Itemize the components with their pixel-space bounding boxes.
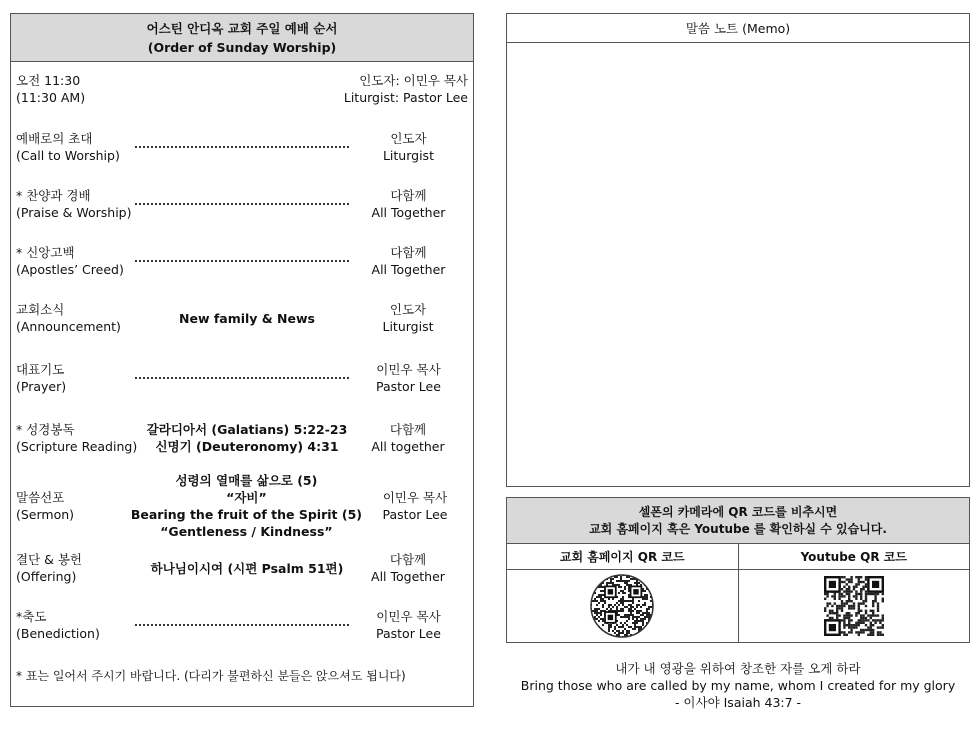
service-item-name-en: (Praise & Worship) (16, 205, 132, 220)
service-item-leader (349, 608, 468, 642)
youtube-qr-column (738, 544, 970, 642)
service-item-leader (362, 489, 468, 523)
service-item-leader-ko: 다함께 (389, 552, 427, 567)
service-item-detail (145, 377, 349, 379)
service-item-detail-line: 신명기 (Deuteronomy) 4:31 (155, 439, 339, 454)
service-item-row (16, 414, 468, 462)
service-item-detail (146, 310, 348, 327)
service-item-detail-line: Bearing the fruit of the Spirit (5) (130, 507, 362, 522)
service-item-name-ko: *축도 (16, 609, 47, 624)
service-item-leader-en: Pastor Lee (382, 507, 448, 522)
service-item-leader-en: All together (371, 439, 445, 454)
service-item-leader-ko: 인도자 (390, 131, 427, 146)
service-item-row (16, 544, 468, 592)
service-item-row (16, 461, 468, 551)
service-item-detail (131, 472, 362, 540)
service-item-detail (146, 421, 348, 455)
service-item-leader-ko: 이민우 목사 (382, 490, 448, 505)
service-item-leader-en: All Together (371, 205, 446, 220)
service-item-name-ko: 결단 & 봉헌 (16, 552, 82, 567)
service-item-name-en: (Scripture Reading) (16, 439, 138, 454)
dotted-leader (135, 146, 349, 148)
service-time-row (16, 72, 468, 106)
homepage-qr-column (507, 544, 738, 642)
service-item-leader (349, 187, 468, 221)
qr-header-line-1: 셀폰의 카메라에 QR 코드를 비추시면 (638, 504, 838, 519)
service-item-row (16, 123, 468, 171)
service-item-detail (145, 260, 349, 262)
service-item-detail (145, 146, 349, 148)
service-item-row (16, 294, 468, 342)
service-time-en: (11:30 AM) (16, 90, 86, 105)
service-item-leader-en: All Together (371, 262, 446, 277)
service-item-leader (349, 130, 468, 164)
service-item-detail-line: 성령의 열매를 삶으로 (5) (175, 473, 318, 488)
service-item-name-en: (Sermon) (16, 507, 75, 522)
verse-reference: - 이사야 Isaiah 43:7 - (674, 695, 802, 710)
dotted-leader (135, 203, 349, 205)
service-item-detail-line: “자비” (226, 490, 267, 505)
service-item-name (16, 187, 145, 221)
service-item-detail-line: New family & News (179, 310, 315, 326)
service-item-leader-ko: 다함께 (389, 422, 427, 437)
service-item-leader-en: All Together (371, 569, 445, 584)
service-item-name-ko: 예배로의 초대 (16, 131, 93, 146)
service-item-leader (348, 551, 468, 585)
qr-header (507, 498, 969, 544)
order-of-worship-panel (10, 13, 474, 707)
dotted-leader (135, 624, 349, 626)
service-item-name-en: (Offering) (16, 569, 77, 584)
service-item-name-ko: 대표기도 (16, 362, 65, 377)
service-item-detail (145, 203, 349, 205)
service-item-leader-en: Pastor Lee (376, 626, 441, 641)
service-item-name-ko: 말씀선포 (16, 490, 65, 505)
youtube-qr-code[interactable] (824, 576, 884, 636)
memo-panel (506, 13, 970, 487)
service-item-name-en: (Apostles’ Creed) (16, 262, 124, 277)
order-title-ko: 어스틴 안디옥 교회 주일 예배 순서 (146, 20, 338, 36)
service-item-leader-ko: 인도자 (389, 302, 427, 317)
service-item-name-en: (Announcement) (16, 319, 121, 334)
service-item-name (16, 301, 146, 335)
service-item-leader-ko: 다함께 (390, 245, 427, 260)
homepage-qr-code[interactable] (590, 574, 654, 638)
service-item-name-ko: * 성경봉독 (16, 422, 75, 437)
order-header (11, 14, 473, 62)
dotted-leader (135, 260, 349, 262)
service-item-detail (145, 624, 349, 626)
service-item-leader-ko: 다함께 (390, 188, 427, 203)
service-item-row (16, 354, 468, 402)
standing-footnote: * 표는 일어서 주시기 바랍니다. (다리가 불편하신 분들은 앉으셔도 됩니다) (16, 669, 406, 683)
dotted-leader (135, 377, 349, 379)
youtube-qr-label: Youtube QR 코드 (739, 544, 970, 570)
service-item-name (16, 551, 146, 585)
service-item-leader (348, 421, 468, 455)
service-item-leader (349, 244, 468, 278)
service-item-row (16, 601, 468, 649)
qr-panel (506, 497, 970, 643)
service-item-leader-en: Pastor Lee (376, 379, 441, 394)
service-item-leader-ko: 이민우 목사 (376, 609, 441, 624)
closing-verse (506, 660, 970, 711)
service-item-leader-en: Liturgist (382, 319, 434, 334)
service-item-name-en: (Prayer) (16, 379, 67, 394)
service-item-name (16, 361, 145, 395)
service-leader-ko: 인도자: 이민우 목사 (359, 73, 468, 88)
service-item-name (16, 608, 145, 642)
service-item-name (16, 244, 145, 278)
service-item-leader-en: Liturgist (382, 148, 434, 163)
service-item-row (16, 180, 468, 228)
service-item-name-ko: * 신앙고백 (16, 245, 75, 260)
service-item-leader-ko: 이민우 목사 (376, 362, 441, 377)
service-item-name (16, 421, 146, 455)
verse-en: Bring those who are called by my name, whom I created for my glory (520, 678, 956, 693)
service-item-name (16, 489, 131, 523)
order-title-en: (Order of Sunday Worship) (147, 39, 337, 55)
service-item-leader (349, 361, 468, 395)
service-leader-en: Liturgist: Pastor Lee (343, 90, 468, 105)
service-item-name-ko: * 찬양과 경배 (16, 188, 91, 203)
service-item-detail-line: 갈라디아서 (Galatians) 5:22-23 (146, 422, 348, 437)
qr-header-line-2: 교회 홈페이지 혹은 Youtube 를 확인하실 수 있습니다. (589, 521, 887, 536)
verse-ko: 내가 내 영광을 위하여 창조한 자를 오게 하라 (615, 661, 861, 676)
memo-title: 말씀 노트 (Memo) (507, 14, 969, 43)
service-item-detail-line: “Gentleness / Kindness” (160, 524, 333, 539)
service-item-name-en: (Call to Worship) (16, 148, 120, 163)
service-item-name (16, 130, 145, 164)
service-item-row (16, 237, 468, 285)
service-item-detail-line: 하나님이시여 (시편 Psalm 51편) (150, 560, 344, 576)
homepage-qr-label: 교회 홈페이지 QR 코드 (507, 544, 738, 570)
service-item-detail (146, 560, 348, 577)
service-item-leader (348, 301, 468, 335)
service-time-ko: 오전 11:30 (16, 73, 81, 88)
service-item-name-en: (Benediction) (16, 626, 100, 641)
service-item-name-ko: 교회소식 (16, 302, 65, 317)
